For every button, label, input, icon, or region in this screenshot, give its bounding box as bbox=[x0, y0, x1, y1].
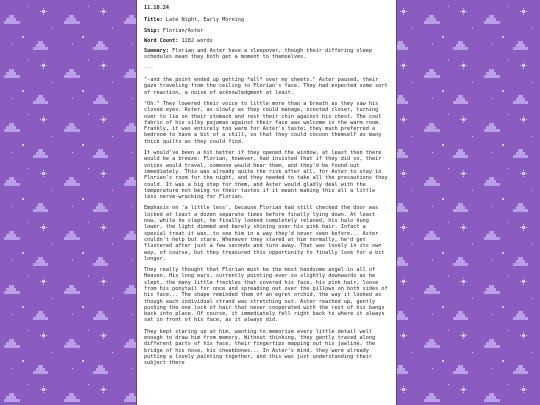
text-post bbox=[136, 0, 397, 405]
word-count-line bbox=[144, 38, 390, 44]
story-paragraph: They really thought that Florian must be the most handsome angel in all of Heaven. His long ears, currently pointing ever so slightly downwards as he slept, the many little freckles that covered his face, his pink hair, loose from his ponytail for once and spreading out over the pillows on both sides of his face... The shape reminded them of an egret orchid, the way it looked as though each individual strand was stretching out. Aster reached up, gently pushing the one lock of hair that never cooperated with the rest of his bangs back into place. Of course, it immediately fell right back to where it always sat in front of his face, as it always did. bbox=[144, 267, 388, 324]
story-paragraph: They kept staring up at him, wanting to memorize every little detail well enough to draw him from memory. Without thinking, they gently traced along different parts of his face, their fingertips mapping out his jawline, the bridge of his nose, his cheekbones... In Aster's mind, they were already putting a lovely painting together, and this was just understanding their subject there bbox=[144, 328, 376, 367]
story-paragraph: It would've been a bit better if they opened the window, at least then there would be a breeze. Florian, however, had insisted that if they did so, their voices would travel, someone would hear them, and they'd be found out immediately. This was already quite the risk after all, for Aster to stay in Florian's room for the night, and they needed to take all the precautions they could. It was a big step for them, and Aster would gladly deal with the temperature not being to their tastes if it meant making this all a little less nerve-wracking for Florian. bbox=[144, 150, 388, 201]
word-count-label: Word Count: bbox=[144, 37, 179, 44]
separator: --- bbox=[144, 64, 154, 71]
word-count-value: 1282 words bbox=[181, 37, 213, 44]
summary-line bbox=[144, 48, 390, 61]
ship-label: Ship: bbox=[144, 27, 160, 34]
story-paragraph: Emphasis on 'a little less', because Florian had still checked the door was locked at least a dozen separate times before finally lying down. At least now, while he slept, he finally looked completely relaxed, his halo hung lower, the light dimmed and barely shining over his pink hair. Infact a special treat it was, to see him in a way they'd never seen before... Aster couldn't help but stare. Whenever they stared at him normally, he'd get flustered after just a few seconds and turn away. That was lovely in its own way, of course, but they treasured this opportunity to finally look for a bit longer. bbox=[144, 205, 385, 262]
title-label: Title: bbox=[144, 17, 163, 24]
post-date: 11.10.24 bbox=[144, 5, 169, 11]
ship-line bbox=[144, 28, 390, 34]
title-line bbox=[144, 17, 390, 23]
ship-value: Florian/Aster bbox=[162, 27, 204, 34]
summary-value: Florian and Aster have a sleepover, though their differing sleep schedules mean they both get a moment to themselves. bbox=[144, 48, 373, 61]
story-paragraph: "Oh." They lowered their voice to little more than a breath as they saw his closed eyes. Aster, as slowly as they could manage, scooted closer, turning over to lie on their stomach and rest their chin against his chest. The cool fabric of his silky pajamas against their face was welcome in the warm room. Frankly, it was entirely too warm for Aster's taste; they much preferred a bedroom to have a bit of a chill, so that they could cocoon themself as many thick quilts as they could find. bbox=[144, 100, 382, 145]
title-value: Late Night, Early Morning bbox=[165, 17, 244, 24]
summary-label: Summary: bbox=[144, 48, 169, 55]
story-paragraph: "-and the point ended up getting *all* over my sheets." Aster paused, their gaze traveling from the ceiling to Florian's face. They had expected some sort of reaction, a noise of acknowledgment at least. bbox=[144, 77, 388, 96]
